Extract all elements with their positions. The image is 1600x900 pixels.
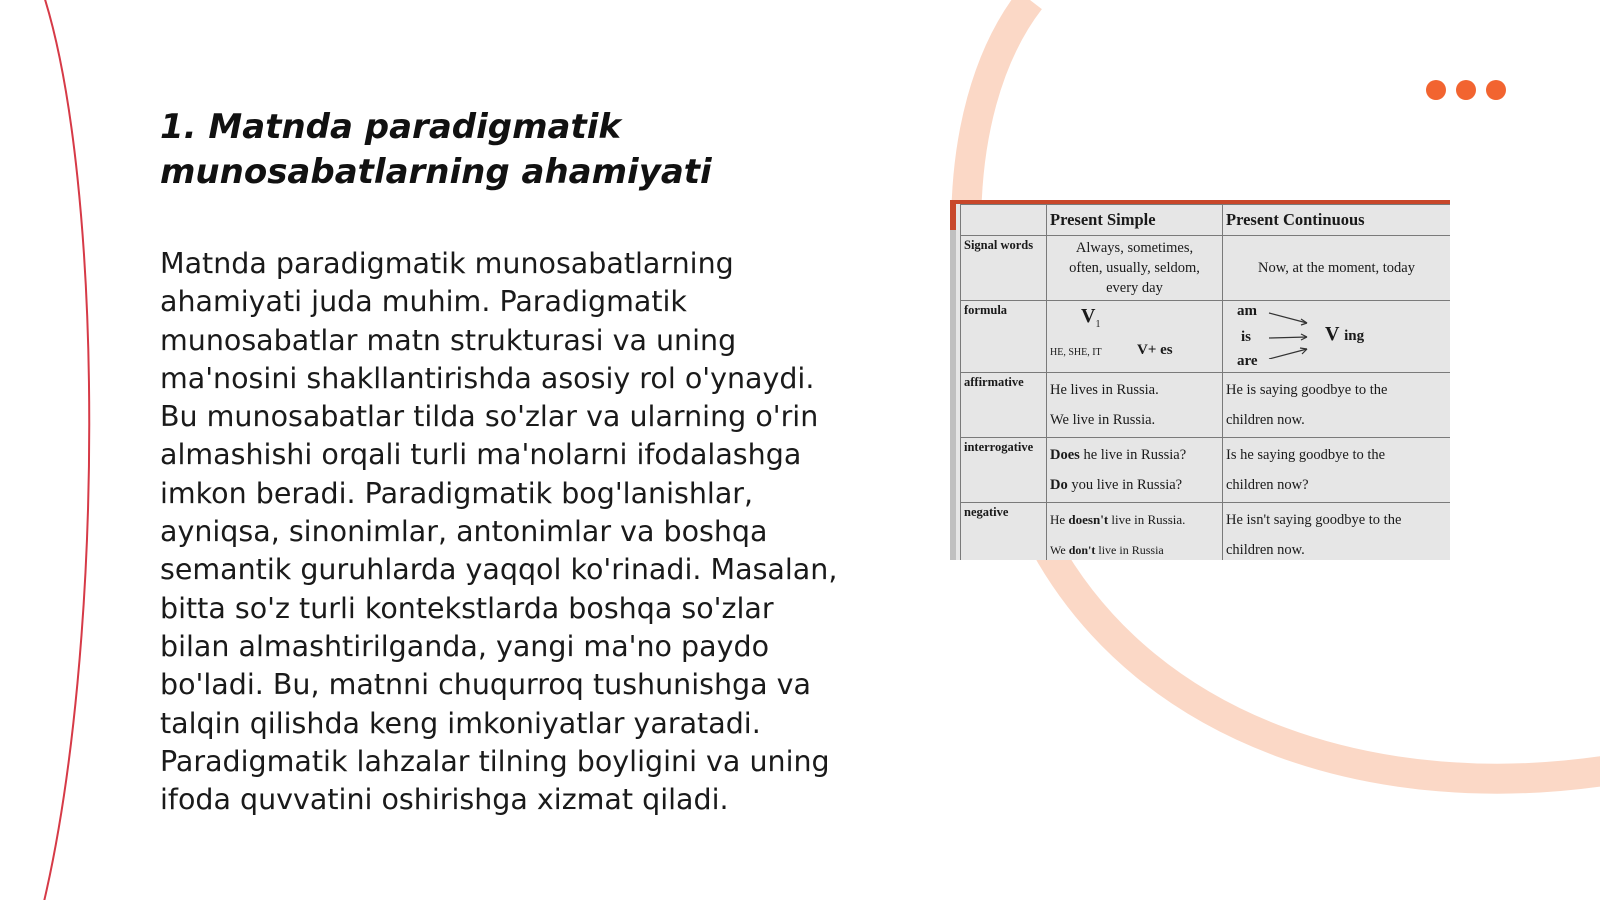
dot-3 [1486,80,1506,100]
ellipsis-dots-icon [1426,80,1516,100]
dot-1 [1426,80,1446,100]
left-red-arc [42,0,89,900]
formula-v-letter-pc: V [1325,323,1340,345]
table-left-accent-top [950,200,956,230]
signal-ps-line-3: every day [1106,280,1163,296]
negative-ps-line-2 [1050,535,1219,560]
header-empty [961,205,1047,236]
affirmative-present-continuous [1223,373,1451,438]
formula-present-continuous [1223,301,1451,373]
table-row-interrogative [961,438,1451,503]
formula-he-she-it: HE, SHE, IT [1050,347,1102,358]
table-row-negative [961,503,1451,561]
row-label-negative: negative [961,503,1047,561]
signal-ps-line-1: Always, sometimes, [1075,240,1194,256]
interrogative-ps-line-2-rest: you live in Russia? [1067,477,1183,493]
table-row-affirmative [961,373,1451,438]
formula-arrows-icon [1267,309,1317,359]
interrogative-does: Does [1050,447,1080,463]
affirmative-pc-line-1: He is saying goodbye to the [1226,382,1388,398]
signal-words-present-simple [1047,236,1223,301]
formula-are: are [1237,353,1258,369]
dot-2 [1456,80,1476,100]
interrogative-pc-line-2: children now? [1226,477,1309,493]
interrogative-present-continuous [1223,438,1451,503]
affirmative-ps-line-2: We live in Russia. [1050,412,1156,428]
interrogative-do: Do [1050,477,1068,493]
row-label-interrogative: interrogative [961,438,1047,503]
row-label-affirmative: affirmative [961,373,1047,438]
formula-present-simple [1047,301,1223,373]
interrogative-ps-line-1 [1050,440,1219,470]
negative-ps-line-1 [1050,505,1219,535]
table-row-signal-words [961,236,1451,301]
formula-v-es: V+ es [1137,342,1173,358]
interrogative-ps-line-1-rest: he live in Russia? [1079,447,1187,463]
tense-table [960,204,1450,560]
table-row-formula [961,301,1451,373]
slide-title: 1. Matnda paradigmatik munosabatlarning ahamiyati [160,107,712,192]
formula-is: is [1241,329,1252,345]
formula-v-subscript: 1 [1095,319,1101,330]
formula-am: am [1237,303,1257,319]
negative-doesnt: doesn't [1068,512,1109,527]
table-header-row [961,205,1451,236]
negative-pc-line-2: children now. [1226,542,1305,558]
formula-v1 [1081,305,1100,330]
negative-ps-line-2-pre: We [1050,543,1069,557]
affirmative-present-simple [1047,373,1223,438]
interrogative-ps-line-2 [1050,470,1219,500]
interrogative-present-simple [1047,438,1223,503]
negative-ps-line-2-rest: live in Russia [1095,543,1164,557]
signal-words-present-continuous: Now, at the moment, today [1223,236,1451,301]
negative-present-continuous [1223,503,1451,561]
tense-comparison-table-image [950,200,1450,560]
negative-pc-line-1: He isn't saying goodbye to the [1226,512,1402,528]
signal-ps-line-2: often, usually, seldom, [1069,260,1200,276]
negative-dont: don't [1068,543,1096,557]
row-label-formula: formula [961,301,1047,373]
affirmative-pc-line-2: children now. [1226,412,1305,428]
negative-ps-line-1-rest: live in Russia. [1108,512,1186,527]
affirmative-ps-line-1: He lives in Russia. [1050,382,1159,398]
formula-ing: ing [1344,328,1365,344]
table-left-accent [950,200,956,560]
row-label-signal-words: Signal words [961,236,1047,301]
interrogative-pc-line-1: Is he saying goodbye to the [1226,447,1386,463]
header-present-simple: Present Simple [1047,205,1223,236]
negative-ps-line-1-pre: He [1050,512,1069,527]
formula-v-letter: V [1081,305,1096,327]
negative-present-simple [1047,503,1223,561]
header-present-continuous: Present Continuous [1223,205,1451,236]
formula-v-ing [1325,323,1364,346]
slide-body-text: Matnda paradigmatik munosabatlarning ahamiyati juda muhim. Paradigmatik munosabatlar matn strukturasi va uning ma'nosini shakllantirishda asosiy rol o'ynaydi. Bu munosabatlar tilda so'zlar va ularning o'rin almashishi orqali turli ma'nolarni ifodalashga imkon beradi. Paradigmatik bog'lanishlar, ayniqsa, sinonimlar, antonimlar va boshqa semantik guruhlarda yaqqol ko'rinadi. Masalan, bitta so'z turli kontekstlarda boshqa so'zlar bilan almashtirilganda, yangi ma'no paydo bo'ladi. Bu, matnni chuqurroq tushunishga va talqin qilishda keng imkoniyatlar yaratadi. Paradigmatik lahzalar tilning boyligini va uning ifoda quvvatini oshirishga xizmat qiladi. [160,247,838,817]
